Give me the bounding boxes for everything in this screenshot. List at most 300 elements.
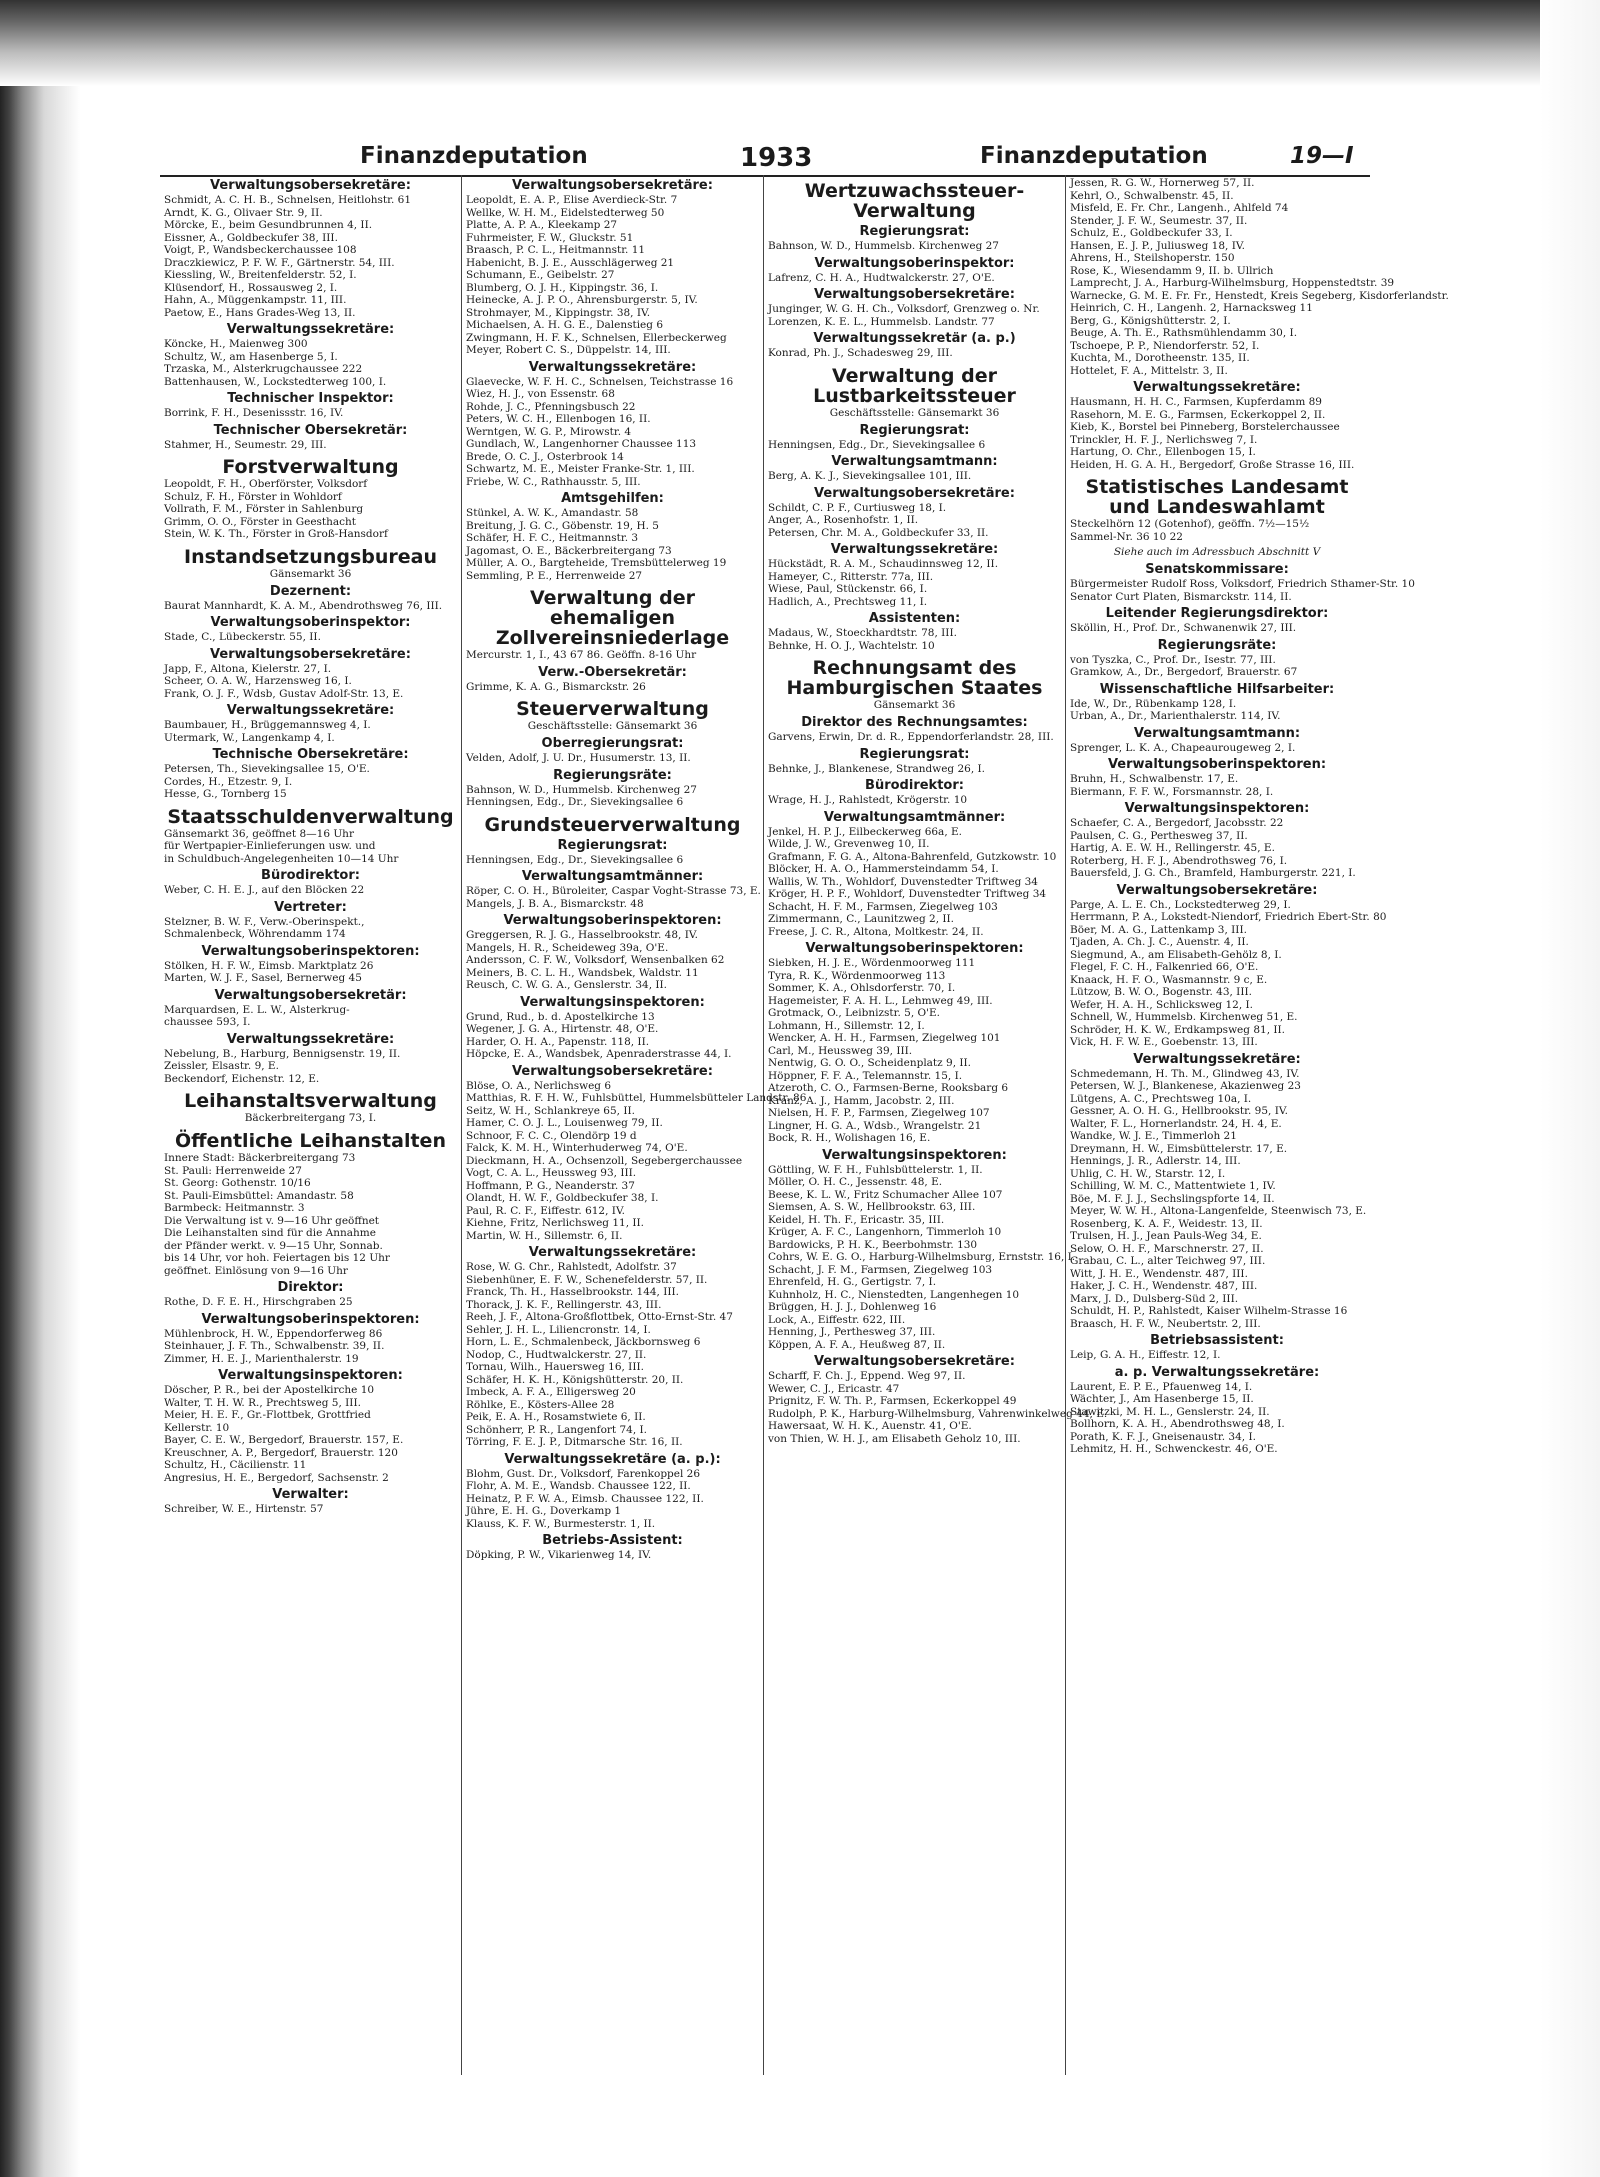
role-heading: Verwaltungsinspektoren: <box>822 1147 1007 1163</box>
directory-entry: Döscher, P. R., bei der Apostelkirche 10 <box>164 1384 375 1396</box>
directory-entry: Höppner, F. F. A., Telemannstr. 15, I. <box>768 1069 963 1082</box>
directory-entry: Rose, K., Wiesendamm 9, II. b. Ullrich <box>1070 264 1274 277</box>
header-right-title: Finanzdeputation <box>980 143 1208 169</box>
directory-entry: Breitung, J. G. C., Göbenstr. 19, H. 5 <box>466 519 659 532</box>
directory-entry: Scheer, O. A. W., Harzensweg 16, I. <box>164 675 352 687</box>
directory-entry: Jenkel, H. P. J., Eilbeckerweg 66a, E. <box>768 825 962 838</box>
directory-entry: Ehrenfeld, H. G., Gertigstr. 7, I. <box>768 1276 937 1288</box>
page-header <box>160 135 1370 177</box>
directory-section <box>466 838 759 867</box>
directory-entry: Parge, A. L. E. Ch., Lockstedterweg 29, I. <box>1070 898 1291 911</box>
directory-section <box>164 944 457 985</box>
directory-entry: Atzeroth, C. O., Farmsen-Berne, Rooksbarg 6 <box>768 1082 1009 1094</box>
directory-entry: Braasch, P. C. L., Heitmannstr. 11 <box>466 244 646 256</box>
directory-entry: Wiez, H. J., von Essenstr. 68 <box>466 388 615 400</box>
directory-entry: Olandt, H. W. F., Goldbeckufer 38, I. <box>466 1192 659 1204</box>
directory-section <box>164 178 457 319</box>
role-heading: Verwaltungsoberinspektor: <box>814 255 1015 271</box>
directory-entry: Trulsen, H. J., Jean Pauls-Weg 34, E. <box>1070 1230 1262 1242</box>
directory-entry: Grund, Rud., b. d. Apostelkirche 13 <box>466 1010 655 1023</box>
directory-section <box>1070 1051 1367 1331</box>
directory-entry: Kuhnholz, H. C., Nienstedten, Langenhegen 10 <box>768 1288 1020 1301</box>
section-title: Forstverwaltung <box>222 456 399 478</box>
directory-entry: Glaevecke, W. F. H. C., Schnelsen, Teichstrasse 16 <box>466 375 734 388</box>
directory-section <box>466 913 759 992</box>
directory-entry: Imbeck, A. F. A., Elligersweg 20 <box>466 1386 636 1398</box>
directory-entry: Misfeld, E. Fr. Chr., Langenh., Ahlfeld 74 <box>1070 202 1289 214</box>
directory-entry: Stender, J. F. W., Seumestr. 37, II. <box>1070 214 1248 227</box>
directory-entry: Jühre, E. H. G., Doverkamp 1 <box>466 1505 622 1517</box>
directory-entry: Steckelhörn 12 (Gotenhof), geöffn. 7½—15½ <box>1070 518 1310 530</box>
role-heading: Bürodirektor: <box>865 778 964 793</box>
section-title: Rechnungsamt des Hamburgischen Staates <box>786 657 1043 699</box>
directory-entry: Flegel, F. C. H., Falkenried 66, O'E. <box>1070 961 1259 973</box>
directory-entry: Siegmund, A., am Elisabeth-Gehölz 8, I. <box>1070 948 1282 961</box>
directory-entry: Schumann, E., Geibelstr. 27 <box>466 269 615 281</box>
directory-entry: Bruhn, H., Schwalbenstr. 17, E. <box>1070 773 1239 785</box>
role-heading: Verwaltungssekretäre: <box>1133 1051 1301 1067</box>
directory-entry: Stein, W. K. Th., Förster in Groß-Hansdorf <box>164 528 388 540</box>
directory-entry: Meiners, B. C. L. H., Wandsbek, Waldstr. 11 <box>466 966 699 979</box>
directory-section <box>164 900 457 941</box>
directory-entry: Stawitzki, M. H. L., Genslerstr. 24, II. <box>1070 1405 1270 1418</box>
directory-section <box>768 1354 1108 1445</box>
directory-entry: Schröder, H. K. W., Erdkampsweg 81, II. <box>1070 1023 1285 1036</box>
directory-entry: Schreiber, W. E., Hirtenstr. 57 <box>164 1503 324 1515</box>
role-heading: Regierungsräte: <box>1157 637 1277 653</box>
directory-entry: Zwingmann, H. F. K., Schnelsen, Ellerbeckerweg <box>466 331 727 344</box>
role-heading: Verwaltungsamtmann: <box>831 454 998 469</box>
directory-entry: Rasehorn, M. E. G., Farmsen, Eckerkoppel 2, II. <box>1070 408 1326 421</box>
directory-entry: Wiese, Paul, Stückenstr. 66, I. <box>768 583 928 595</box>
directory-entry: Böe, M. F. J. J., Sechslingspforte 14, II. <box>1070 1192 1275 1205</box>
directory-section <box>466 178 759 357</box>
directory-entry: Leip, G. A. H., Eiffestr. 12, I. <box>1070 1349 1221 1361</box>
directory-section <box>768 715 1061 744</box>
role-heading: Verwaltungsinspektoren: <box>218 1368 403 1383</box>
role-heading: Verwaltungsobersekretäre: <box>814 485 1015 501</box>
directory-entry: Urban, A., Dr., Marienthalerstr. 114, IV. <box>1070 710 1281 722</box>
directory-entry: Flohr, A. M. E., Wandsb. Chaussee 122, II. <box>466 1480 691 1492</box>
directory-entry: Röper, C. O. H., Büroleiter, Caspar Voght-Strasse 73, E. <box>466 885 761 897</box>
directory-section <box>164 391 457 420</box>
directory-entry: Heinatz, P. F. W. A., Eimsb. Chaussee 122, II. <box>466 1492 704 1505</box>
directory-entry: Trzaska, M., Alsterkrugchaussee 222 <box>164 363 363 375</box>
header-left-title: Finanzdeputation <box>360 143 588 169</box>
directory-entry: Petersen, Th., Sievekingsallee 15, O'E. <box>164 763 370 775</box>
role-heading: Verwaltungsobersekretäre: <box>1116 882 1318 898</box>
directory-section <box>466 869 759 910</box>
directory-entry: Lorenzen, K. E. L., Hummelsb. Landstr. 77 <box>768 315 995 328</box>
directory-section <box>768 287 1061 328</box>
directory-entry: Dieckmann, H. A., Ochsenzoll, Segebergerchaussee <box>466 1154 743 1167</box>
directory-entry: Trinckler, H. F. J., Nerlichsweg 7, I. <box>1070 433 1258 446</box>
directory-entry: Paul, R. C. F., Eiffestr. 612, IV. <box>466 1204 626 1217</box>
directory-entry: Schaefer, C. A., Bergedorf, Jacobsstr. 22 <box>1070 817 1284 829</box>
directory-entry: Peik, E. A. H., Rosamstwiete 6, II. <box>466 1411 646 1423</box>
directory-entry: Törring, F. E. J. P., Ditmarsche Str. 16, II. <box>466 1436 683 1448</box>
directory-section <box>768 658 1061 712</box>
directory-entry: Bardowicks, P. H. K., Beerbohmstr. 130 <box>768 1238 978 1251</box>
directory-entry: Garvens, Erwin, Dr. d. R., Eppendorferlandstr. 28, III. <box>768 731 1054 743</box>
directory-entry: Blöse, O. A., Nerlichsweg 6 <box>466 1079 612 1092</box>
directory-entry: Schulz, E., Goldbeckufer 33, I. <box>1070 227 1233 239</box>
directory-entry: St. Pauli-Eimsbüttel: Amandastr. 58 <box>164 1189 354 1202</box>
directory-section <box>768 181 1061 221</box>
directory-section <box>164 1032 457 1086</box>
directory-entry: Ahrens, H., Steilshoperstr. 150 <box>1070 252 1235 264</box>
directory-section <box>768 747 1061 776</box>
section-address: Bäckerbreitergang 73, I. <box>244 1112 377 1124</box>
directory-section <box>1070 477 1364 543</box>
directory-entry: Petersen, W. J., Blankenese, Akazienweg 23 <box>1070 1080 1301 1092</box>
directory-entry: Hawersaat, W. H. K., Auenstr. 41, O'E. <box>768 1420 972 1432</box>
directory-entry: Utermark, W., Langenkamp 4, I. <box>164 731 335 744</box>
directory-entry: Marquardsen, E. L. W., Alsterkrug- <box>164 1003 350 1016</box>
role-heading: Verwaltungsobersekretäre: <box>814 287 1015 302</box>
directory-entry: Rudolph, P. K., Harburg-Wilhelmsburg, Vahrenwinkelweg 44, E. <box>768 1407 1108 1420</box>
directory-entry: Bauersfeld, J. G. Ch., Bramfeld, Hamburgerstr. 221, I. <box>1070 867 1356 879</box>
directory-entry: Paulsen, C. G., Perthesweg 37, II. <box>1070 829 1248 842</box>
section-title: Verwaltung der Lustbarkeitssteuer <box>813 364 1016 407</box>
directory-entry: Schwartz, M. E., Meister Franke-Str. 1, III. <box>466 463 695 475</box>
directory-entry: Rothe, D. F. E. H., Hirschgraben 25 <box>164 1296 353 1308</box>
directory-entry: Laurent, E. P. E., Pfauenweg 14, I. <box>1070 1380 1253 1393</box>
directory-entry: Schäfer, H. K. H., Königshütterstr. 20, II. <box>466 1373 684 1386</box>
directory-entry: Baumbauer, H., Brüggemannsweg 4, I. <box>164 719 371 731</box>
directory-entry: Voigt, P., Wandsbeckerchaussee 108 <box>164 244 357 256</box>
directory-entry: Mühlenbrock, H. W., Eppendorferweg 86 <box>164 1327 383 1340</box>
directory-section <box>768 1147 1076 1352</box>
directory-entry: Velden, Adolf, J. U. Dr., Husumerstr. 13, II. <box>466 752 691 764</box>
directory-entry: Vogt, C. A. L., Heussweg 93, III. <box>466 1167 637 1179</box>
directory-entry: Schmedemann, H. Th. M., Glindweg 43, IV. <box>1070 1067 1300 1080</box>
role-heading: Verwaltungsobersekretäre: <box>210 646 411 662</box>
directory-entry: Lütgens, A. C., Prechtsweg 10a, I. <box>1070 1092 1252 1105</box>
directory-section <box>1070 177 1449 377</box>
directory-entry: Zimmermann, C., Launitzweg 2, II. <box>768 913 955 925</box>
directory-entry: Hausmann, H. H. C., Farmsen, Kupferdamm 89 <box>1070 396 1322 408</box>
role-heading: Wissenschaftliche Hilfsarbeiter: <box>1099 681 1335 697</box>
role-heading: Regierungsrat: <box>859 422 970 438</box>
directory-entry: Sehler, J. H. L., Liliencronstr. 14, I. <box>466 1323 651 1336</box>
directory-entry: Heinrich, C. H., Langenh. 2, Harnacksweg 11 <box>1070 302 1313 314</box>
directory-section <box>1070 638 1364 679</box>
directory-entry: Herrmann, P. A., Lokstedt-Niendorf, Friedrich Ebert-Str. 80 <box>1070 911 1387 923</box>
directory-section <box>164 1091 457 1125</box>
role-heading: Verwaltungssekretäre: <box>226 703 395 718</box>
directory-page <box>160 135 1449 2085</box>
directory-entry: Sprenger, L. K. A., Chapeaurougeweg 2, I. <box>1070 741 1296 754</box>
directory-entry: Greggersen, R. J. G., Hasselbrookstr. 48, IV. <box>466 929 698 941</box>
directory-section <box>1070 606 1364 635</box>
role-heading: Verwaltungssekretäre: <box>226 322 395 337</box>
directory-entry: Kranz, A. J., Hamm, Jacobstr. 2, III. <box>768 1094 955 1107</box>
directory-entry: Böer, M. A. G., Lattenkamp 3, III. <box>1070 923 1247 936</box>
directory-entry: Fuhrmeister, F. W., Gluckstr. 51 <box>466 231 634 244</box>
directory-entry: Friebe, W. C., Rathhausstr. 5, III. <box>466 475 641 488</box>
directory-entry: Zimmer, H. E. J., Marienthalerstr. 19 <box>164 1352 359 1365</box>
column-2 <box>462 175 807 2075</box>
directory-entry: Hartung, O. Chr., Ellenbogen 15, I. <box>1070 446 1256 458</box>
section-address: Geschäftsstelle: Gänsemarkt 36 <box>527 720 698 732</box>
directory-entry: Schultz, W., am Hasenberge 5, I. <box>164 350 338 363</box>
directory-entry: Hamer, C. O. J. L., Louisenweg 79, II. <box>466 1117 663 1129</box>
role-heading: Verwaltungsoberinspektoren: <box>201 943 420 959</box>
role-heading: Technischer Obersekretär: <box>213 422 408 438</box>
columns <box>160 175 1449 2075</box>
directory-section <box>466 665 759 694</box>
directory-entry: Tjaden, A. Ch. J. C., Auenstr. 4, II. <box>1070 936 1249 948</box>
directory-entry: Gänsemarkt 36, geöffnet 8—16 Uhr <box>164 827 354 840</box>
directory-entry: Paetow, E., Hans Grades-Weg 13, II. <box>164 306 356 319</box>
role-heading: Leitender Regierungsdirektor: <box>1105 606 1329 621</box>
directory-entry: Gramkow, A., Dr., Bergedorf, Brauerstr. 67 <box>1070 666 1298 678</box>
directory-section <box>466 995 759 1061</box>
directory-entry: Dreymann, H. W., Eimsbüttelerstr. 17, E. <box>1070 1142 1288 1155</box>
directory-entry: Schnoor, F. C. C., Olendörp 19 d <box>466 1129 637 1142</box>
directory-entry: Sköllin, H., Prof. Dr., Schwanenwik 27, III. <box>1070 622 1297 634</box>
directory-entry: Eissner, A., Goldbeckufer 38, III. <box>164 231 338 244</box>
directory-entry: Blumberg, O. J. H., Kippingstr. 36, I. <box>466 281 659 294</box>
directory-entry: Reeh, J. F., Altona-Großflottbek, Otto-Ernst-Str. 47 <box>466 1311 733 1323</box>
directory-entry: in Schuldbuch-Angelegenheiten 10—14 Uhr <box>164 852 399 865</box>
directory-entry: Wefer, H. A. H., Schlicksweg 12, I. <box>1070 998 1254 1011</box>
directory-entry: Schildt, C. P. F., Curtiusweg 18, I. <box>768 501 947 514</box>
directory-entry: Kiehne, Fritz, Nerlichsweg 11, II. <box>466 1217 645 1229</box>
directory-section <box>466 360 759 489</box>
directory-entry: Wegener, J. G. A., Hirtenstr. 48, O'E. <box>466 1023 659 1035</box>
directory-section <box>768 611 1061 652</box>
directory-entry: Roterberg, H. F. J., Abendrothsweg 76, I. <box>1070 854 1288 867</box>
directory-section <box>466 699 759 733</box>
directory-entry: Hennings, J. R., Adlerstr. 14, III. <box>1070 1155 1241 1167</box>
directory-entry: Grabau, C. L., alter Teichweg 97, III. <box>1070 1255 1266 1267</box>
directory-entry: Nebelung, B., Harburg, Bennigsenstr. 19, II. <box>164 1047 401 1060</box>
directory-entry: Vollrath, F. M., Förster in Sahlenburg <box>164 503 364 515</box>
directory-entry: Wrage, H. J., Rahlstedt, Krögerstr. 10 <box>768 794 968 806</box>
role-heading: Technische Obersekretäre: <box>212 747 409 762</box>
directory-entry: Kehrl, O., Schwalbenstr. 45, II. <box>1070 189 1234 202</box>
cross-reference-note: Siehe auch im Adressbuch Abschnitt V <box>1113 546 1321 558</box>
role-heading: Direktor des Rechnungsamtes: <box>801 715 1028 730</box>
page-number: 19—I <box>1290 143 1354 169</box>
directory-entry: Berg, A. K. J., Sievekingsallee 101, III. <box>768 470 972 482</box>
directory-entry: Lamprecht, J. A., Harburg-Wilhelmsburg, Hoppenstedtstr. 39 <box>1070 277 1395 289</box>
directory-entry: Kellerstr. 10 <box>164 1421 230 1434</box>
directory-section <box>1070 757 1364 798</box>
directory-entry: Tyra, R. K., Wördenmoorweg 113 <box>768 969 946 982</box>
directory-entry: Seitz, W. H., Schlankreye 65, II. <box>466 1104 635 1117</box>
directory-entry: Hameyer, C., Ritterstr. 77a, III. <box>768 570 934 583</box>
directory-entry: Knaack, H. F. O., Wasmannstr. 9 c, E. <box>1070 973 1268 986</box>
directory-entry: Lafrenz, C. H. A., Hudtwalckerstr. 27, O'E. <box>768 271 995 284</box>
directory-entry: Carl, M., Heussweg 39, III. <box>768 1044 913 1057</box>
directory-entry: Bock, R. H., Wolishagen 16, E. <box>768 1132 931 1144</box>
directory-entry: von Thien, W. H. J., am Elisabeth Geholz 10, III. <box>768 1432 1021 1445</box>
directory-entry: Jessen, R. G. W., Hornerweg 57, II. <box>1070 177 1255 189</box>
role-heading: Betriebsassistent: <box>1150 1333 1284 1348</box>
directory-entry: Rosenberg, K. A. F., Weidestr. 13, II. <box>1070 1217 1263 1230</box>
directory-entry: Meyer, W. W. H., Altona-Langenfelde, Steenwisch 73, E. <box>1070 1205 1367 1217</box>
section-title: Verwaltung der ehemaligen Zollvereinsniederlage <box>495 587 730 649</box>
directory-entry: Marten, W. J. F., Sasel, Bernerweg 45 <box>164 972 362 984</box>
role-heading: Verwaltungssekretäre: <box>528 1245 697 1260</box>
directory-entry: Beckendorf, Eichenstr. 12, E. <box>164 1072 320 1085</box>
directory-entry: Wencker, A. H. H., Farmsen, Ziegelweg 101 <box>768 1032 1001 1044</box>
directory-entry: Peters, W. C. H., Ellenbogen 16, II. <box>466 413 651 425</box>
directory-entry: Stahmer, H., Seumestr. 29, III. <box>164 438 327 451</box>
directory-entry: Beese, K. L. W., Fritz Schumacher Allee 107 <box>768 1188 1003 1201</box>
directory-entry: Prignitz, F. W. Th. P., Farmsen, Eckerkoppel 49 <box>768 1395 1017 1407</box>
directory-entry: Braasch, H. F. W., Neubertstr. 2, III. <box>1070 1317 1261 1330</box>
role-heading: Verwaltungsamtmänner: <box>823 809 1006 825</box>
directory-entry: Bürgermeister Rudolf Ross, Volksdorf, Friedrich Sthamer-Str. 10 <box>1070 578 1415 590</box>
directory-entry: Sommer, K. A., Ohlsdorferstr. 70, I. <box>768 982 956 994</box>
directory-entry: Walter, F. L., Hornerlandstr. 24, H. 4, E. <box>1070 1117 1282 1130</box>
role-heading: Direktor: <box>277 1280 344 1295</box>
directory-section <box>164 1280 457 1309</box>
directory-section <box>164 647 457 701</box>
section-title: Öffentliche Leihanstalten <box>175 1130 446 1152</box>
directory-entry: Semmling, P. E., Herrenweide 27 <box>466 569 643 582</box>
directory-entry: Leopoldt, E. A. P., Elise Averdieck-Str. 7 <box>466 194 678 206</box>
directory-entry: Wallis, W. Th., Wohldorf, Duvenstedter Triftweg 34 <box>768 875 1038 888</box>
role-heading: Verwaltungsobersekretär: <box>214 987 407 1003</box>
directory-entry: geöffnet. Einlösung von 9—16 Uhr <box>164 1264 348 1277</box>
directory-entry: Bayer, C. E. W., Bergedorf, Brauerstr. 157, E. <box>164 1434 404 1446</box>
directory-entry: Draczkiewicz, P. F. W. F., Gärtnerstr. 54, III. <box>164 256 395 269</box>
directory-entry: Thorack, J. K. F., Rellingerstr. 43, III. <box>466 1298 662 1311</box>
role-heading: Oberregierungsrat: <box>541 736 684 751</box>
directory-entry: Döpking, P. W., Vikarienweg 14, IV. <box>466 1549 652 1561</box>
directory-entry: Wewer, C. J., Ericastr. 47 <box>768 1382 900 1395</box>
header-year: 1933 <box>740 143 813 173</box>
directory-entry: Warnecke, G. M. E. Fr. Fr., Henstedt, Kreis Segeberg, Kisdorferlandstr. <box>1070 289 1449 302</box>
directory-entry: Nentwig, G. O. O., Scheidenplatz 9, II. <box>768 1057 972 1069</box>
column-4 <box>1066 175 1449 2075</box>
directory-entry: Brüggen, H. J. J., Dohlenweg 16 <box>768 1301 937 1313</box>
directory-entry: Schmidt, A. C. H. B., Schnelsen, Heitlohstr. 61 <box>164 194 412 206</box>
directory-section <box>466 588 759 662</box>
directory-entry: Harder, O. H. A., Papenstr. 118, II. <box>466 1035 650 1048</box>
role-heading: Verwaltungsamtmänner: <box>521 869 704 884</box>
directory-entry: Werntgen, W. G. P., Mirowstr. 4 <box>466 425 632 438</box>
directory-entry: Müller, A. O., Bargteheide, Tremsbüttelerweg 19 <box>466 557 727 569</box>
directory-entry: Mangels, J. B. A., Bismarckstr. 48 <box>466 897 644 910</box>
directory-entry: Grimme, K. A. G., Bismarckstr. 26 <box>466 680 646 693</box>
directory-entry: Angresius, H. E., Bergedorf, Sachsenstr. 2 <box>164 1471 389 1484</box>
directory-section <box>164 1368 457 1484</box>
directory-section <box>768 941 1061 1145</box>
directory-entry: Lützow, B. W. O., Bogenstr. 43, III. <box>1070 986 1252 998</box>
directory-section <box>768 366 1061 420</box>
directory-entry: Japp, F., Altona, Kielerstr. 27, I. <box>164 662 332 675</box>
directory-entry: Lehmitz, H. H., Schwenckestr. 46, O'E. <box>1070 1443 1278 1455</box>
directory-entry: Henningsen, Edg., Dr., Sievekingsallee 6 <box>466 796 684 808</box>
directory-section <box>164 423 457 452</box>
directory-entry: für Wertpapier-Einlieferungen usw. und <box>164 840 376 852</box>
directory-entry: Franck, Th. H., Hasselbrookstr. 144, III. <box>466 1286 680 1298</box>
directory-entry: Gundlach, W., Langenhorner Chaussee 113 <box>466 438 697 450</box>
directory-entry: Nielsen, H. F. P., Farmsen, Ziegelweg 107 <box>768 1107 990 1119</box>
role-heading: Verwaltungsobersekretäre: <box>512 178 713 193</box>
directory-entry: Heiden, H. G. A. H., Bergedorf, Große Strasse 16, III. <box>1070 458 1355 471</box>
directory-entry: Scharff, F. Ch. J., Eppend. Weg 97, II. <box>768 1370 966 1382</box>
directory-entry: Hadlich, A., Prechtsweg 11, I. <box>768 595 928 608</box>
directory-entry: Schilling, W. M. C., Mattentwiete 1, IV. <box>1070 1180 1276 1192</box>
role-heading: Verwaltungssekretäre: <box>528 359 697 375</box>
directory-section <box>164 1487 457 1516</box>
directory-entry: Lohmann, H., Sillemstr. 12, I. <box>768 1019 925 1032</box>
role-heading: Senatskommissare: <box>1145 562 1289 577</box>
directory-entry: Zeissler, Elsastr. 9, E. <box>164 1060 279 1072</box>
directory-entry: Konrad, Ph. J., Schadesweg 29, III. <box>768 347 953 359</box>
directory-entry: Nodop, C., Hudtwalckerstr. 27, II. <box>466 1348 647 1361</box>
directory-entry: Die Leihanstalten sind für die Annahme <box>164 1227 376 1239</box>
role-heading: Regierungsrat: <box>859 224 970 239</box>
role-heading: Verwaltungsamtmann: <box>1133 725 1301 741</box>
directory-section <box>1070 801 1364 880</box>
directory-entry: Horn, L. E., Schmalenbeck, Jäckbornsweg 6 <box>466 1336 701 1348</box>
directory-section <box>466 1533 759 1562</box>
directory-section <box>466 491 759 582</box>
directory-section <box>164 807 457 866</box>
directory-section <box>164 584 457 613</box>
directory-section <box>164 1131 457 1277</box>
directory-entry: Falck, K. M. H., Winterhuderweg 74, O'E. <box>466 1142 688 1154</box>
directory-entry: chaussee 593, I. <box>164 1016 251 1028</box>
directory-entry: Marx, J. D., Dulsberg-Süd 2, III. <box>1070 1292 1239 1305</box>
directory-entry: Weber, C. H. E. J., auf den Blöcken 22 <box>164 884 365 896</box>
directory-entry: der Pfänder werkt. v. 9—15 Uhr, Sonnab. <box>164 1239 383 1252</box>
directory-entry: Klauss, K. F. W., Burmesterstr. 1, II. <box>466 1517 656 1530</box>
directory-entry: Bollhorn, K. A. H., Abendrothsweg 48, I. <box>1070 1418 1285 1430</box>
directory-entry: Siebenhüner, E. F. W., Schenefelderstr. 57, II. <box>466 1273 708 1286</box>
section-title: Leihanstaltsverwaltung <box>184 1090 437 1112</box>
directory-entry: Arndt, K. G., Olivaer Str. 9, II. <box>164 206 323 219</box>
directory-entry: Junginger, W. G. H. Ch., Volksdorf, Grenzweg o. Nr. <box>768 303 1040 315</box>
directory-entry: Stelzner, B. W. F., Verw.-Oberinspekt., <box>164 915 365 928</box>
directory-section <box>768 778 1061 807</box>
directory-entry: Mercurstr. 1, I., 43 67 86. Geöffn. 8-16 Uhr <box>466 649 697 661</box>
directory-section <box>164 322 457 388</box>
directory-entry: bis 14 Uhr, vor hoh. Feiertagen bis 12 Uhr <box>164 1252 390 1264</box>
directory-entry: Innere Stadt: Bäckerbreitergang 73 <box>164 1152 356 1164</box>
directory-entry: Senator Curt Platen, Bismarckstr. 114, II. <box>1070 590 1292 603</box>
directory-entry: Keidel, H. Th. F., Ericastr. 35, III. <box>768 1213 945 1226</box>
section-address: Gänsemarkt 36 <box>873 699 956 711</box>
directory-entry: Wilde, J. W., Grevenweg 10, II. <box>768 838 930 850</box>
directory-section <box>164 615 457 644</box>
directory-entry: Behnke, H. O. J., Wachtelstr. 10 <box>768 639 935 652</box>
directory-entry: Blohm, Gust. Dr., Volksdorf, Farenkoppel 26 <box>466 1467 701 1480</box>
directory-entry: Haker, J. C. H., Wendenstr. 487, III. <box>1070 1280 1258 1292</box>
directory-entry: Stölken, H. F. W., Eimsb. Marktplatz 26 <box>164 959 374 972</box>
directory-entry: Frank, O. J. F., Wdsb, Gustav Adolf-Str. 13, E. <box>164 687 404 700</box>
role-heading: Verwaltungsobersekretäre: <box>814 1354 1015 1369</box>
role-heading: Verwaltungssekretäre: <box>830 542 999 557</box>
directory-entry: Ide, W., Dr., Rübenkamp 128, I. <box>1070 697 1237 710</box>
directory-entry: Witt, J. H. E., Wendenstr. 487, III. <box>1070 1267 1248 1280</box>
directory-entry: Selow, O. H. F., Marschnerstr. 27, II. <box>1070 1242 1264 1255</box>
directory-section <box>1070 546 1364 559</box>
directory-entry: von Tyszka, C., Prof. Dr., Isestr. 77, III. <box>1070 653 1276 666</box>
directory-entry: Köncke, H., Maienweg 300 <box>164 338 308 350</box>
scan-margin-left <box>0 0 80 2177</box>
role-heading: Verwaltungsoberinspektoren: <box>201 1311 420 1327</box>
directory-entry: Kieb, K., Borstel bei Pinneberg, Borstelerchaussee <box>1070 421 1340 433</box>
